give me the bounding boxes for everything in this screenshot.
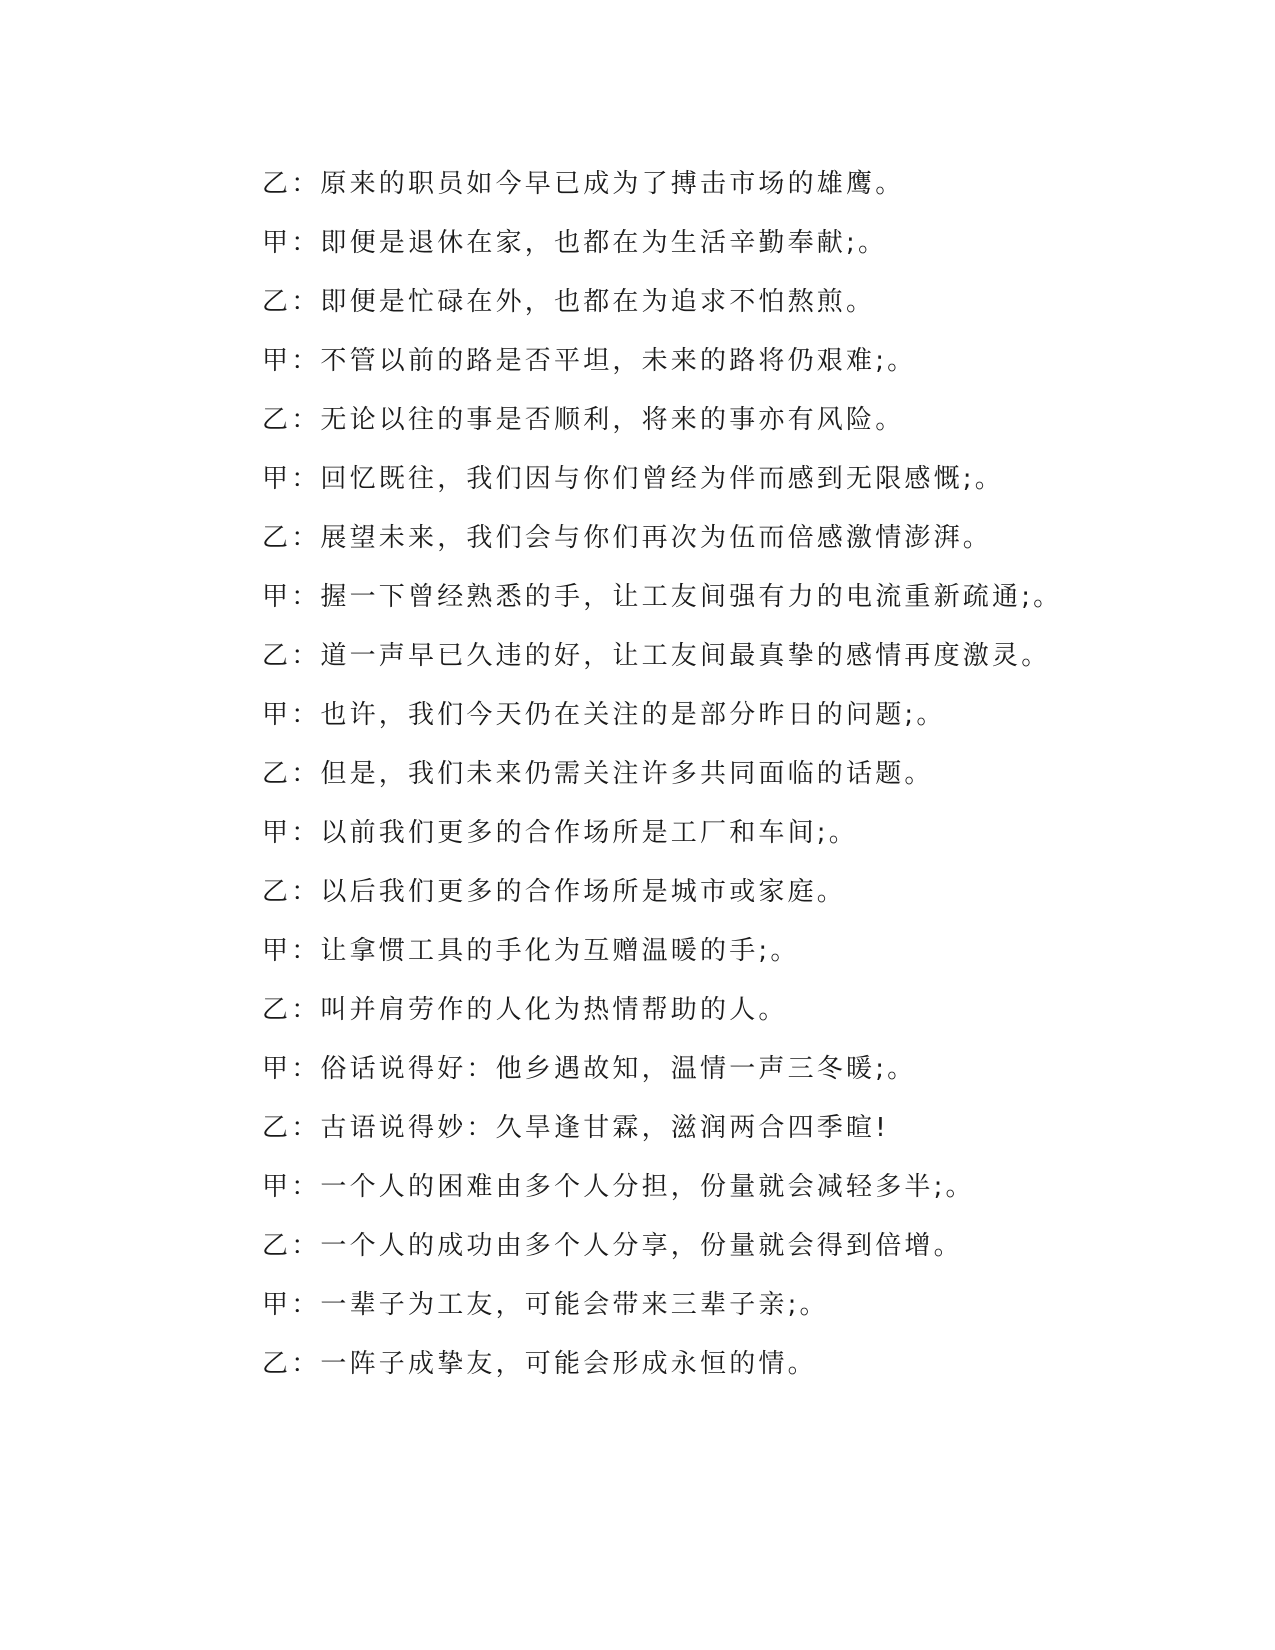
dialogue-line: 乙：叫并肩劳作的人化为热情帮助的人。 [262,995,788,1025]
dialogue-line: 甲：即便是退休在家，也都在为生活辛勤奉献;。 [262,228,888,258]
dialogue-line: 乙：原来的职员如今早已成为了搏击市场的雄鹰。 [262,169,905,199]
dialogue-line: 甲：俗话说得好：他乡遇故知，温情一声三冬暖;。 [262,1054,917,1084]
dialogue-line: 乙：以后我们更多的合作场所是城市或家庭。 [262,877,847,907]
dialogue-line: 甲：也许，我们今天仍在关注的是部分昨日的问题;。 [262,700,946,730]
dialogue-line: 乙：一个人的成功由多个人分享，份量就会得到倍增。 [262,1231,963,1261]
dialogue-line: 乙：一阵子成挚友，可能会形成永恒的情。 [262,1349,817,1379]
dialogue-line: 甲：一个人的困难由多个人分担，份量就会减轻多半;。 [262,1172,975,1202]
dialogue-line: 乙：无论以往的事是否顺利，将来的事亦有风险。 [262,405,905,435]
dialogue-line: 乙：展望未来，我们会与你们再次为伍而倍感激情澎湃。 [262,523,993,553]
dialogue-lines [262,168,1062,1407]
dialogue-line: 甲：一辈子为工友，可能会带来三辈子亲;。 [262,1290,829,1320]
dialogue-line: 乙：即便是忙碌在外，也都在为追求不怕熬煎。 [262,287,876,317]
dialogue-line: 甲：以前我们更多的合作场所是工厂和车间;。 [262,818,858,848]
dialogue-line: 乙：古语说得妙：久旱逢甘霖，滋润两合四季暄! [262,1113,889,1143]
dialogue-line: 甲：握一下曾经熟悉的手，让工友间强有力的电流重新疏通;。 [262,582,1063,612]
dialogue-line: 甲：不管以前的路是否平坦，未来的路将仍艰难;。 [262,346,917,376]
dialogue-line: 乙：道一声早已久违的好，让工友间最真挚的感情再度激灵。 [262,641,1051,671]
dialogue-line: 乙：但是，我们未来仍需关注许多共同面临的话题。 [262,759,934,789]
dialogue-line: 甲：让拿惯工具的手化为互赠温暖的手;。 [262,936,800,966]
dialogue-line: 甲：回忆既往，我们因与你们曾经为伴而感到无限感慨;。 [262,464,1004,494]
